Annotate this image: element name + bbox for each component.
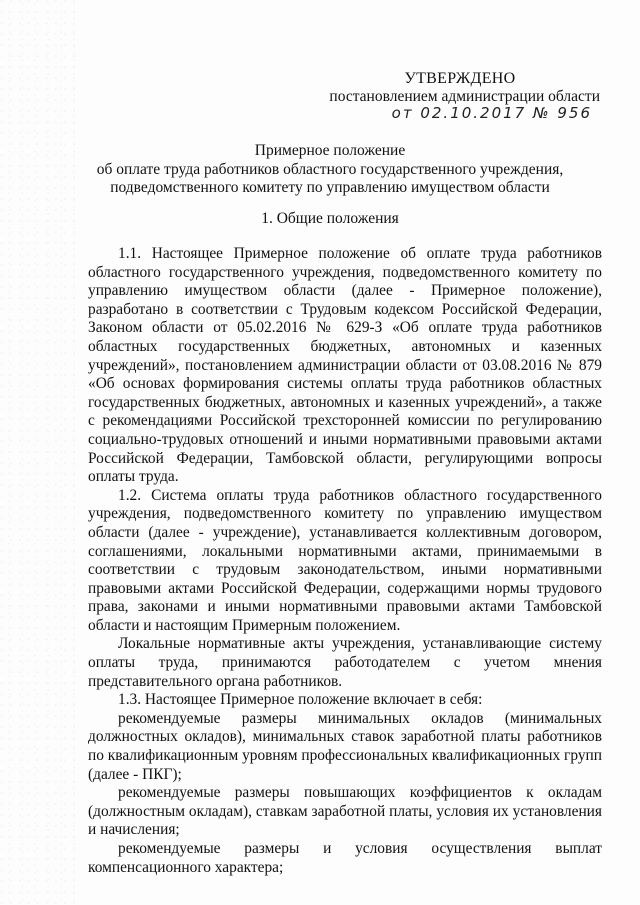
scan-noise	[0, 0, 80, 905]
title-line-2: об оплате труда работников областного государственного учреждения, подведомственного комитету по управлению имуществом области	[96, 160, 564, 196]
list-item: рекомендуемые размеры минимальных окладов (минимальных должностных окладов), минимальных ставок заработной платы работников по квалификационным уровням профессиональных квалификационных групп (далее - ПКГ);	[88, 709, 602, 783]
handwritten-date-number: от 02.10.2017 № 956	[391, 104, 592, 122]
approval-stamp	[320, 70, 600, 122]
title-line-1: Примерное положение	[254, 142, 406, 159]
paragraph: 1.3. Настоящее Примерное положение включает в себя:	[118, 691, 483, 709]
paragraph: 1.2. Система оплаты труда работников областного государственного учреждения, подведомственного комитету по управлению имуществом области (далее - учреждение), устанавливается коллективным договором, соглашениями, локальными нормативными актами, принимаемыми в соответствии с трудовым законодательством, иными нормативными правовыми актами Российской Федерации, содержащими нормы трудового права, законами и иными нормативными правовыми актами Тамбовской области и настоящим Примерным положением.	[88, 486, 602, 634]
list-item: рекомендуемые размеры повышающих коэффициентов к окладам (должностным окладам), ставкам заработной платы, условия их установления и начисления;	[88, 784, 602, 839]
section-heading: 1. Общие положения	[261, 210, 399, 227]
document-title	[60, 142, 600, 198]
document-body	[88, 245, 602, 877]
paragraph: 1.1. Настоящее Примерное положение об оплате труда работников областного государственного учреждения, подведомственного комитету по управлению имуществом области (далее - Примерное положение), разработано в соответствии с Трудовым кодексом Российской Федерации, Законом области от 05.02.2016 № 629-З «Об оплате труда работников областных государственных бюджетных, автономных и казенных учреждений», постановлением администрации области от 03.08.2016 № 879 «Об основах формирования системы оплаты труда работников областных государственных бюджетных, автономных и казенных учреждений», а также с рекомендациями Российской трехсторонней комиссии по регулированию социально-трудовых отношений и иными нормативными правовыми актами Российской Федерации, Тамбовской области, регулирующими вопросы оплаты труда.	[88, 245, 602, 486]
approval-title: УТВЕРЖДЕНО	[404, 70, 516, 87]
list-item: рекомендуемые размеры и условия осуществления выплат компенсационного характера;	[88, 840, 602, 876]
approval-by: постановлением администрации области	[329, 88, 600, 105]
paragraph: Локальные нормативные акты учреждения, устанавливающие систему оплаты труда, принимаются работодателем с учетом мнения представительного органа работников.	[88, 635, 602, 690]
